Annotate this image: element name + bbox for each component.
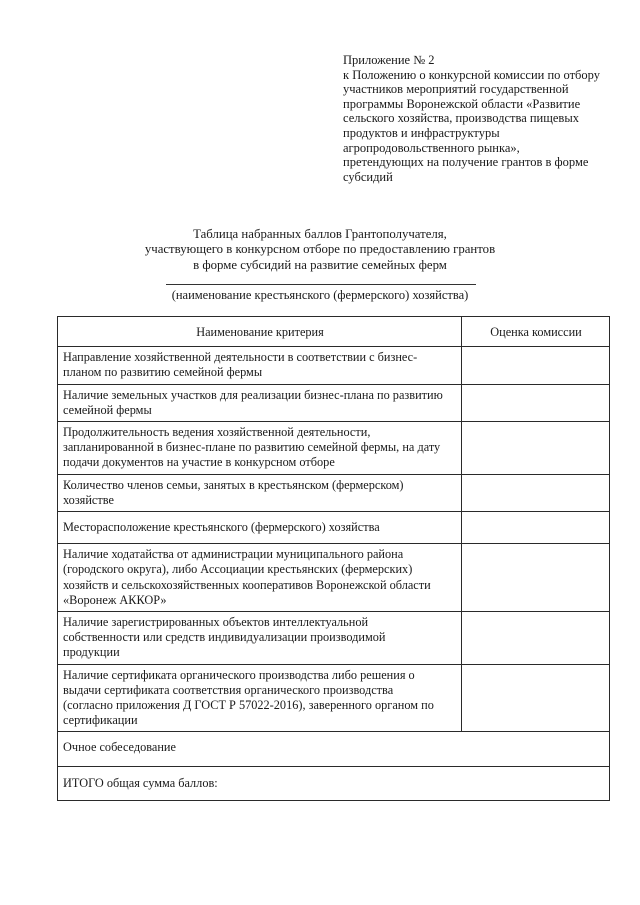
criterion-cell: Наличие ходатайства от администрации муниципального района (городского округа), либо Ассоциации крестьянских (фермерских) хозяйств и сельскохозяйственных кооперативов Воронежской области «Воронеж АККОР»	[58, 544, 462, 612]
criteria-table	[57, 316, 610, 801]
title-line: участвующего в конкурсном отборе по предоставлению грантов	[144, 242, 496, 257]
table-row	[58, 347, 610, 384]
criterion-cell: Количество членов семьи, занятых в крестьянском (фермерском) хозяйстве	[58, 474, 462, 511]
annex-line: программы Воронежской области «Развитие	[343, 96, 581, 111]
table-row	[58, 384, 610, 421]
criterion-cell: Наличие зарегистрированных объектов интеллектуальной собственности или средств индивидуализации производимой продукции	[58, 612, 462, 665]
criterion-cell: Месторасположение крестьянского (фермерского) хозяйства	[58, 512, 462, 544]
table-row	[58, 544, 610, 612]
criterion-cell: Направление хозяйственной деятельности в соответствии с бизнес- планом по развитию семейной фермы	[58, 347, 462, 384]
annex-header	[343, 53, 633, 184]
table-row	[58, 474, 610, 511]
title-line: Таблица набранных баллов Грантополучателя,	[193, 227, 447, 241]
score-cell[interactable]	[462, 347, 610, 384]
annex-line: претендующих на получение грантов в форме	[343, 155, 589, 170]
score-cell[interactable]	[462, 512, 610, 544]
annex-line: агропродовольственного рынка»,	[343, 140, 520, 155]
table-row	[58, 664, 610, 732]
farm-name-underline	[166, 284, 476, 285]
total-label: ИТОГО общая сумма баллов:	[63, 775, 218, 790]
annex-line: участников мероприятий государственной	[343, 82, 569, 97]
score-cell[interactable]	[462, 422, 610, 475]
score-cell[interactable]	[462, 612, 610, 665]
annex-line: субсидий	[343, 169, 393, 184]
score-cell[interactable]	[462, 384, 610, 421]
criterion-header: Наименование критерия	[58, 317, 462, 347]
criterion-cell: Наличие земельных участков для реализации бизнес-плана по развитию семейной фермы	[58, 384, 462, 421]
farm-name-caption: (наименование крестьянского (фермерского) хозяйства)	[171, 288, 469, 302]
table-row	[58, 422, 610, 475]
annex-line: к Положению о конкурсной комиссии по отбору	[343, 67, 601, 82]
score-cell[interactable]	[462, 664, 610, 732]
table-row	[58, 512, 610, 544]
score-cell[interactable]	[462, 474, 610, 511]
document-title	[100, 227, 540, 273]
criterion-cell: Наличие сертификата органического производства либо решения о выдачи сертификата соответствия органического производства (согласно приложения Д ГОСТ Р 57022-2016), заверенного органом по сертификации	[58, 664, 462, 732]
annex-line: сельского хозяйства, производства пищевых	[343, 111, 579, 126]
interview-label: Очное собеседование	[63, 740, 176, 755]
score-cell[interactable]	[462, 544, 610, 612]
criterion-cell: Продолжительность ведения хозяйственной деятельности, запланированной в бизнес-плане по развитию семейной фермы, на дату подачи документов на участие в конкурсном отборе	[58, 422, 462, 475]
title-line: в форме субсидий на развитие семейных ферм	[193, 257, 447, 272]
annex-line: Приложение № 2	[343, 53, 435, 67]
annex-line: продуктов и инфраструктуры	[343, 125, 500, 140]
interview-cell[interactable]	[58, 732, 610, 766]
interview-row	[58, 732, 610, 766]
total-row	[58, 766, 610, 800]
total-cell[interactable]	[58, 766, 610, 800]
table-header-row	[58, 317, 610, 347]
table-row	[58, 612, 610, 665]
score-header: Оценка комиссии	[462, 317, 610, 347]
